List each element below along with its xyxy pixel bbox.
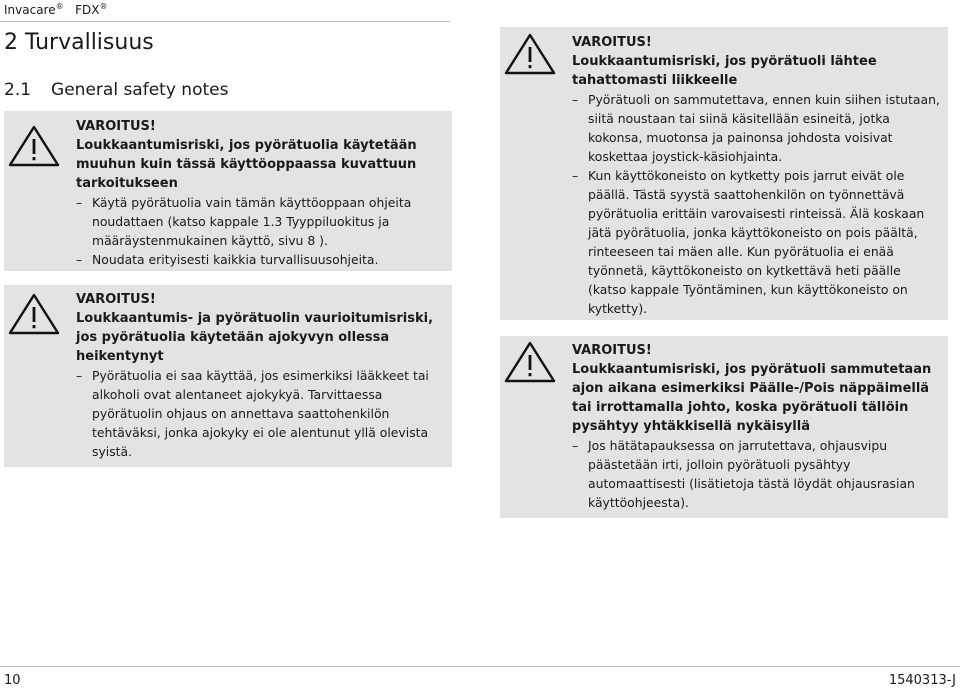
warning-box xyxy=(4,111,452,271)
warning-bullets xyxy=(76,193,446,269)
bullet-text: Jos hätätapauksessa on jarrutettava, ohjausvipu päästetään irti, jolloin pyörätuoli pysähtyy automaattisesti (lisätietoja tästä löydät ohjausrasian käyttöohjeesta). xyxy=(588,438,915,510)
warning-subtitle: Loukkaantumisriski, jos pyörätuolia käytetään muuhun kuin tässä käyttöoppaassa kuvattuun tarkoitukseen xyxy=(76,138,417,191)
warning-label: VAROITUS! xyxy=(76,292,156,307)
section-name: General safety notes xyxy=(51,80,229,100)
list-item: – Pyörätuoli on sammutettava, ennen kuin siihen istutaan, siitä noustaan tai siinä käsitellään esineitä, jotka kokonsa, muotonsa ja painonsa johdosta voisivat koskettaa joystick-käsiohjainta. xyxy=(572,92,940,164)
bullet-text: Pyörätuolia ei saa käyttää, jos esimerkiksi lääkkeet tai alkoholi ovat alentaneet ajokykyä. Tarvittaessa pyörätuolin ohjaus on annettava saattohenkilön tehtäväksi, jonka ajokyky ei ole alentunut yllä olevista syistä. xyxy=(92,368,429,459)
list-item: – Pyörätuolia ei saa käyttää, jos esimerkiksi lääkkeet tai alkoholi ovat alentaneet ajokykyä. Tarvittaessa pyörätuolin ohjaus on annettava saattohenkilön tehtäväksi, jonka ajokyky ei ole alentunut yllä olevista syistä. xyxy=(76,368,429,459)
header-rule xyxy=(0,21,450,22)
warning-bullets xyxy=(76,366,446,461)
bullet-text: Kun käyttökoneisto on kytketty pois jarrut eivät ole päällä. Tästä syystä saattohenkilön on työnnettävä pyörätuolia erittäin varovaisesti rinteissä. Älä koskaan jätä pyörätuolia, jonka käyttökoneisto on pois päältä, rinteeseen tai mäen alle. Kun pyörätuolia ei enää työnnetä, käyttökoneisto on kytkettävä heti päälle (katso kappale Työntäminen, kun käyttökoneisto on kytketty). xyxy=(588,168,925,316)
product-name: FDX xyxy=(75,3,100,17)
warning-bullets xyxy=(572,90,942,318)
warning-subtitle: Loukkaantumis- ja pyörätuolin vaurioitumisriski, jos pyörätuolia käytetään ajokyvyn ollessa heikentynyt xyxy=(76,311,434,364)
warning-label: VAROITUS! xyxy=(572,343,652,358)
bullet-text: Pyörätuoli on sammutettava, ennen kuin siihen istutaan, siitä noustaan tai siinä käsitellään esineitä, jotka kokonsa, muotonsa ja painonsa johdosta voisivat koskettaa joystick-käsiohjainta. xyxy=(588,92,940,164)
warning-triangle-icon xyxy=(4,289,64,339)
warning-label: VAROITUS! xyxy=(572,35,652,50)
section-number: 2.1 xyxy=(4,80,32,100)
warning-subtitle: Loukkaantumisriski, jos pyörätuoli sammutetaan ajon aikana esimerkiksi Päälle-/Pois näppäimellä tai irrottamalla johto, koska pyörätuoli tällöin pysähtyy yhtäkkisellä nykäisyllä xyxy=(572,362,932,434)
warning-triangle-icon xyxy=(4,121,64,171)
chapter-name: Turvallisuus xyxy=(25,30,154,55)
chapter-title xyxy=(4,29,154,57)
document-number: 1540313-J xyxy=(888,673,956,688)
brand-name: Invacare xyxy=(4,3,56,17)
list-item: – Noudata erityisesti kaikkia turvallisuusohjeita. xyxy=(76,252,379,267)
running-header xyxy=(4,0,107,17)
warning-label: VAROITUS! xyxy=(76,119,156,134)
warning-box xyxy=(500,27,948,320)
warning-bullets xyxy=(572,436,942,512)
chapter-number: 2 xyxy=(4,30,18,55)
section-title xyxy=(4,79,228,101)
bullet-text: Käytä pyörätuolia vain tämän käyttöoppaan ohjeita noudattaen (katso kappale 1.3 Tyyppiluokitus ja määräystenmukainen käyttö, sivu 8 ). xyxy=(92,195,412,248)
registered-mark: ® xyxy=(99,2,108,11)
warning-box xyxy=(4,285,452,467)
page-number: 10 xyxy=(4,673,21,688)
warning-subtitle: Loukkaantumisriski, jos pyörätuoli lähtee tahattomasti liikkeelle xyxy=(572,54,877,88)
warning-box xyxy=(500,336,948,518)
warning-triangle-icon xyxy=(500,337,560,387)
warning-triangle-icon xyxy=(500,29,560,79)
list-item: – Kun käyttökoneisto on kytketty pois jarrut eivät ole päällä. Tästä syystä saattohenkilön on työnnettävä pyörätuolia erittäin varovaisesti rinteissä. Älä koskaan jätä pyörätuolia, jonka käyttökoneisto on pois päältä, rinteeseen tai mäen alle. Kun pyörätuolia ei enää työnnetä, käyttökoneisto on kytkettävä heti päälle (katso kappale Työntäminen, kun käyttökoneisto on kytketty). xyxy=(572,168,925,316)
registered-mark: ® xyxy=(55,2,64,11)
bullet-text: Noudata erityisesti kaikkia turvallisuusohjeita. xyxy=(92,252,379,267)
list-item: – Käytä pyörätuolia vain tämän käyttöoppaan ohjeita noudattaen (katso kappale 1.3 Tyyppiluokitus ja määräystenmukainen käyttö, sivu 8 ). xyxy=(76,195,412,248)
footer-rule xyxy=(0,666,960,667)
list-item: – Jos hätätapauksessa on jarrutettava, ohjausvipu päästetään irti, jolloin pyörätuoli pysähtyy automaattisesti (lisätietoja tästä löydät ohjausrasian käyttöohjeesta). xyxy=(572,438,915,510)
